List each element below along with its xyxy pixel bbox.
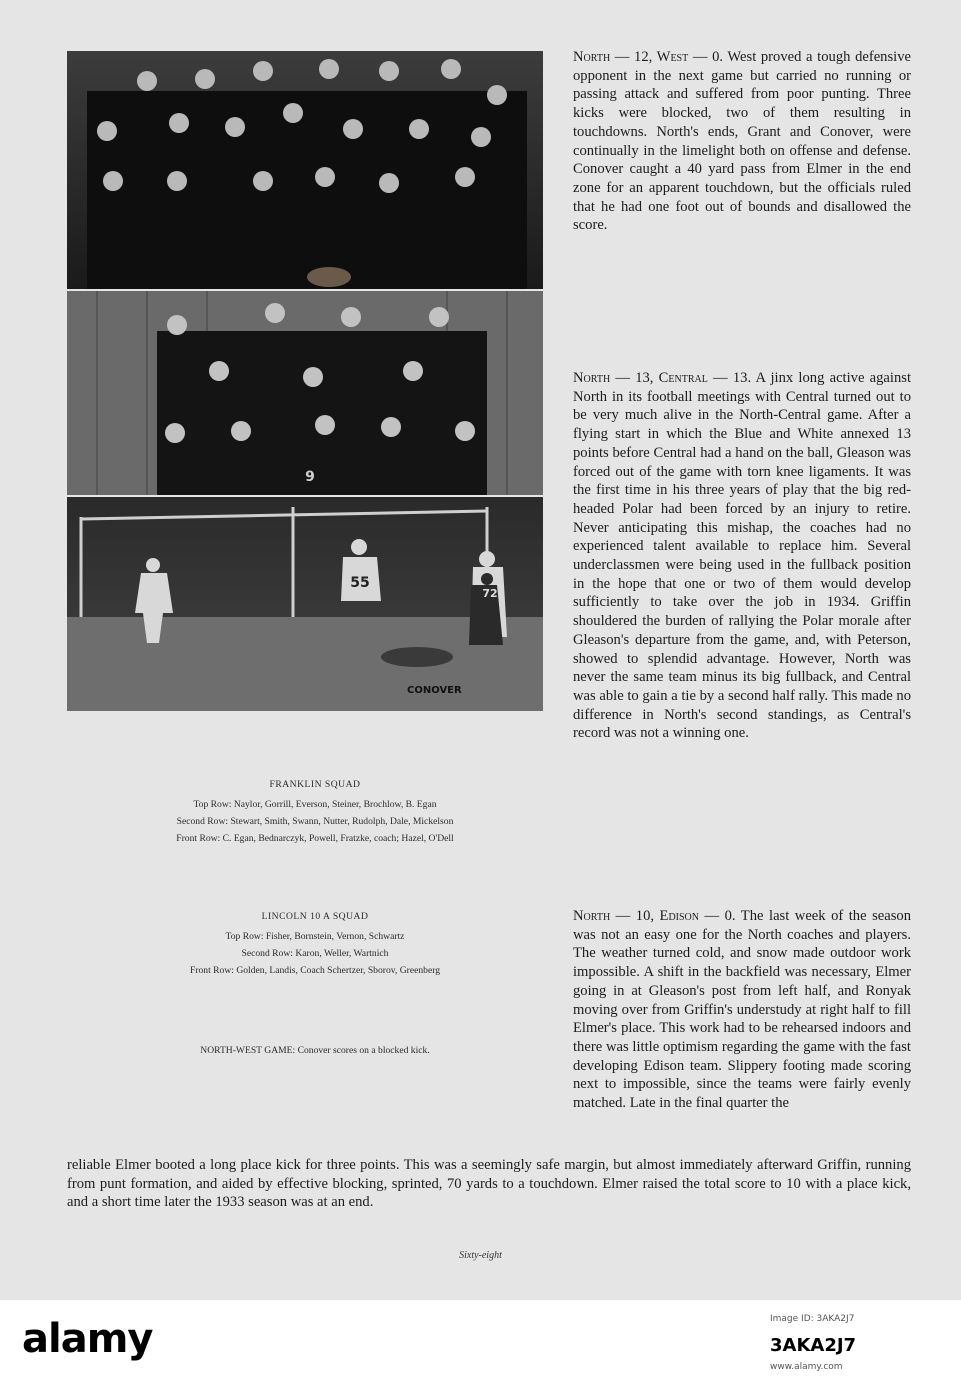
paragraph-heading: North — 13, Central — 13. xyxy=(573,370,752,386)
jersey-number: 55 xyxy=(350,575,370,591)
caption-title: FRANKLIN SQUAD xyxy=(269,779,361,790)
north-west-game-photo xyxy=(67,497,543,711)
paragraph-body: A jinx long active against North in its football meetings with Central turned out to be very much alive in the North-Central game. After a flying start in which the Blue and White annexed 13 points before Central had a hand on the ball, Gleason was forced out of the game with torn knee ligaments. It was the first time in his three years of play that the big red-headed Polar had been forced by an injury to retire. Never anticipating this mishap, the coaches had no experienced talent available to replace him. Several underclassmen were being used in the fullback position in the hope that one or two of them would develop sufficiently to take over the job in 1934. Griffin shouldered the burden of rallying the Polar morale after Gleason's departure from the game, and, with Peterson, showed to splendid advantage. However, North was never the same team minus its big fullback, and Central was able to gain a tie by a second half rally. This made no difference in North's second standings, as Central's record was not a winning one. xyxy=(573,370,911,742)
image-id-label: Image ID: 3AKA2J7 xyxy=(770,1314,855,1324)
image-id: 3AKA2J7 xyxy=(770,1335,857,1356)
caption-second-row: Second Row: Stewart, Smith, Swann, Nutter, Rudolph, Dale, Mickelson xyxy=(176,816,454,827)
jersey-number: 72 xyxy=(482,587,498,600)
alamy-logo: alamy xyxy=(22,1316,153,1362)
paragraph-heading: North — 10, Edison — 0. xyxy=(573,908,736,924)
game-photo-caption: NORTH-WEST GAME: Conover scores on a blocked kick. xyxy=(200,1045,430,1056)
caption-top-row: Top Row: Naylor, Gorrill, Everson, Steiner, Brochlow, B. Egan xyxy=(193,799,437,810)
article-paragraph-continuation: reliable Elmer booted a long place kick for three points. This was a seemingly safe margin, but almost immediately afterward Griffin, running from punt formation, and aided by effective blocking, sprinted, 70 yards to a touchdown. Elmer raised the total score to 10 with a place kick, and a short time later the 1933 season was at an end. xyxy=(67,1157,911,1211)
franklin-squad-photo xyxy=(67,51,543,289)
lincoln-squad-caption xyxy=(90,908,540,979)
site-url: www.alamy.com xyxy=(770,1362,843,1372)
paragraph-body: West proved a tough defensive opponent in the next game but carried no running or passing attack and suffered from poor punting. Three kicks were blocked, two of them resulting in touchdowns. North's ends, Grant and Conover, were continually in the limelight both on offense and defense. Conover caught a 40 yard pass from Elmer in the end zone for an apparent touchdown, but the officials ruled that he had one foot out of bounds and disallowed the score. xyxy=(573,49,911,234)
article-paragraph-north-central xyxy=(573,369,911,743)
article-paragraph-north-edison xyxy=(573,907,911,1113)
franklin-squad-caption xyxy=(90,776,540,847)
caption-title: LINCOLN 10 A SQUAD xyxy=(261,911,369,922)
caption-second-row: Second Row: Karon, Weller, Wartnich xyxy=(241,948,389,959)
caption-front-row: Front Row: C. Egan, Bednarczyk, Powell, Fratzke, coach; Hazel, O'Dell xyxy=(176,833,454,844)
article-paragraph-north-west xyxy=(573,48,911,235)
paragraph-heading: North — 12, West — 0. xyxy=(573,49,724,65)
page-number: Sixty-eight xyxy=(459,1250,502,1261)
jersey-number: 9 xyxy=(305,469,315,485)
caption-top-row: Top Row: Fisher, Bornstein, Vernon, Schwartz xyxy=(225,931,405,942)
paragraph-body: The last week of the season was not an easy one for the North coaches and players. The weather turned cold, and snow made outdoor work impossible. A shift in the backfield was necessary, Elmer going in at Gleason's post from left half, and Ronyak moving over from Griffin's understudy at right half to fill Elmer's place. This work had to be rehearsed indoors and there was little optimism regarding the game with the fast developing Edison team. Slippery footing made scoring next to impossible, since the teams were fairly evenly matched. Late in the final quarter the xyxy=(573,908,912,1112)
lincoln-squad-photo xyxy=(67,291,543,495)
conover-label: CONOVER xyxy=(407,685,462,696)
caption-front-row: Front Row: Golden, Landis, Coach Schertzer, Sborov, Greenberg xyxy=(189,965,441,976)
